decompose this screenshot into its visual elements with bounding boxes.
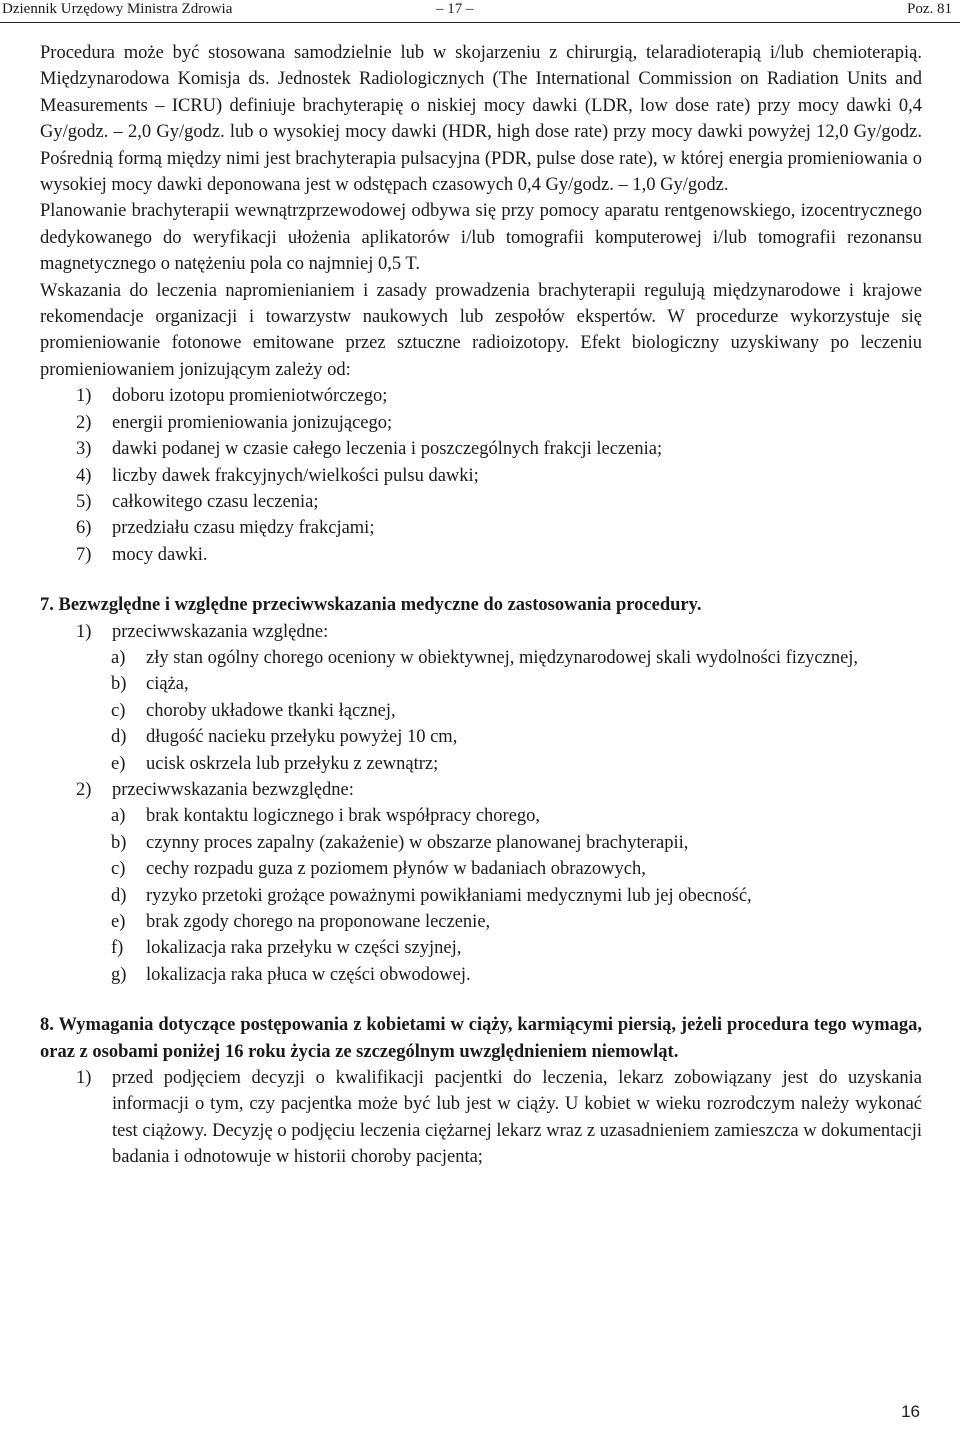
list-item	[40, 856, 922, 882]
list-letter: f)	[111, 938, 124, 959]
journal-title: Dziennik Urzędowy Ministra Zdrowia	[2, 1, 233, 17]
list-letter: a)	[111, 647, 126, 668]
list-item	[40, 410, 922, 436]
relative-contraindications-list	[40, 645, 922, 777]
pregnancy-requirements-list	[40, 1065, 922, 1171]
list-number: 1)	[76, 386, 92, 407]
list-item	[40, 463, 922, 489]
list-number: 3)	[76, 439, 92, 460]
document-body	[40, 40, 922, 1171]
list-text: choroby układowe tkanki łącznej,	[146, 700, 396, 721]
paragraph-procedure-definition: Procedura może być stosowana samodzielnie lub w skojarzeniu z chirurgią, telaradioterapią i/lub chemioterapią. Międzynarodowa Komisja ds. Jednostek Radiologicznych (The International Commission on Radiation Units and Measurements – ICRU) definiuje brachyterapię o niskiej mocy dawki (LDR, low dose rate) przy mocy dawki 0,4 Gy/godz. – 2,0 Gy/godz. lub o wysokiej mocy dawki (HDR, high dose rate) przy mocy dawki powyżej 12,0 Gy/godz. Pośrednią formą między nimi jest brachyterapia pulsacyjna (PDR, pulse dose rate), w której energia promieniowania o wysokiej mocy dawki deponowana jest w odstępach czasowych 0,4 Gy/godz. – 1,0 Gy/godz.	[40, 43, 922, 196]
list-item	[40, 645, 922, 671]
list-item	[40, 383, 922, 409]
section-8-title: 8. Wymagania dotyczące postępowania z kobietami w ciąży, karmiącymi piersią, jeżeli procedura tego wymaga, oraz z osobami poniżej 16 roku życia ze szczególnym uwzględnieniem niemowląt.	[40, 1015, 922, 1062]
list-text: czynny proces zapalny (zakażenie) w obszarze planowanej brachyterapii,	[146, 832, 689, 853]
absolute-contraindications-heading	[40, 777, 922, 803]
list-item	[40, 436, 922, 462]
list-item	[40, 883, 922, 909]
list-text: lokalizacja raka płuca w części obwodowej.	[146, 964, 471, 985]
paragraph-indications: Wskazania do leczenia napromienianiem i zasady prowadzenia brachyterapii regulują międzynarodowe i krajowe rekomendacje organizacji i towarzystw naukowych lub zespołów ekspertów. W procedurze wykorzystuje się promieniowanie fotonowe emitowane przez sztuczne radioizotopy. Efekt biologiczny uzyskiwany po leczeniu promieniowaniem jonizującym zależy od:	[40, 280, 922, 380]
list-item	[40, 1065, 922, 1171]
list-text: ryzyko przetoki grożące poważnymi powikłaniami medycznymi lub jej obecność,	[146, 885, 752, 906]
relative-contraindications-heading	[40, 619, 922, 645]
list-text: przed podjęciem decyzji o kwalifikacji pacjentki do leczenia, lekarz zobowiązany jest do uzyskania informacji o tym, czy pacjentka może być lub jest w ciąży. U kobiet w wieku rozrodczym należy wykonać test ciążowy. Decyzję o podjęciu leczenia ciężarnej lekarz wraz z uzasadnieniem zamieszcza w dokumentacji badania i odnotowuje w historii choroby pacjenta;	[112, 1068, 922, 1168]
paragraph-planning: Planowanie brachyterapii wewnątrzprzewodowej odbywa się przy pomocy aparatu rentgenowskiego, izocentrycznego dedykowanego do weryfikacji ułożenia aplikatorów i/lub tomografii komputerowej i/lub tomografii rezonansu magnetycznego o natężeniu pola co najmniej 0,5 T.	[40, 201, 922, 275]
list-number: 2)	[76, 412, 92, 433]
absolute-contraindications-list	[40, 803, 922, 988]
list-letter: b)	[111, 674, 127, 695]
list-number: 4)	[76, 465, 92, 486]
list-letter: e)	[111, 912, 126, 932]
list-text: przeciwwskazania względne:	[112, 621, 329, 642]
list-text: ciąża,	[146, 674, 189, 695]
header-divider	[0, 22, 960, 23]
list-number: 6)	[76, 518, 92, 539]
section-spacer	[40, 568, 922, 592]
list-letter: e)	[111, 753, 126, 774]
list-item	[40, 724, 922, 750]
list-text: cechy rozpadu guza z poziomem płynów w badaniach obrazowych,	[146, 859, 646, 880]
list-text: przeciwwskazania bezwzględne:	[112, 779, 354, 800]
list-item	[40, 542, 922, 568]
list-letter: b)	[111, 832, 127, 853]
effect-factors-list	[40, 383, 922, 568]
list-number: 7)	[76, 544, 92, 565]
list-number: 1)	[76, 621, 92, 642]
list-letter: a)	[111, 806, 126, 827]
list-item	[40, 803, 922, 829]
list-item	[40, 489, 922, 515]
list-text: całkowitego czasu leczenia;	[112, 491, 319, 512]
list-item	[40, 671, 922, 697]
list-text: mocy dawki.	[112, 544, 208, 565]
position-number: Poz. 81	[907, 1, 952, 17]
list-text: długość nacieku przełyku powyżej 10 cm,	[146, 727, 458, 748]
list-item	[40, 698, 922, 724]
page-header	[0, 0, 960, 22]
list-number: 2)	[76, 779, 92, 800]
list-text: zły stan ogólny chorego oceniony w obiektywnej, międzynarodowej skali wydolności fizycznej,	[146, 647, 859, 668]
list-text: przedziału czasu między frakcjami;	[112, 518, 375, 539]
list-letter: d)	[111, 885, 127, 906]
list-number: 5)	[76, 491, 92, 512]
list-letter: c)	[111, 700, 126, 721]
list-letter: d)	[111, 727, 127, 748]
list-item	[40, 830, 922, 856]
list-item	[40, 935, 922, 961]
header-page-marker: – 17 –	[436, 1, 474, 17]
list-item	[40, 962, 922, 988]
section-7-title: 7. Bezwzględne i względne przeciwwskazania medyczne do zastosowania procedury.	[40, 595, 702, 616]
list-item	[40, 515, 922, 541]
list-number: 1)	[76, 1068, 92, 1089]
list-text: energii promieniowania jonizującego;	[112, 412, 393, 433]
list-item	[40, 909, 922, 935]
list-letter: g)	[111, 964, 127, 985]
page-number: 16	[901, 1402, 920, 1421]
list-text: brak kontaktu logicznego i brak współpracy chorego,	[146, 806, 541, 827]
list-text: dawki podanej w czasie całego leczenia i poszczególnych frakcji leczenia;	[112, 439, 663, 460]
list-item	[40, 751, 922, 777]
section-spacer	[40, 988, 922, 1012]
list-text: ucisk oskrzela lub przełyku z zewnątrz;	[146, 753, 439, 774]
list-text: liczby dawek frakcyjnych/wielkości pulsu dawki;	[112, 465, 479, 486]
list-text: doboru izotopu promieniotwórczego;	[112, 386, 388, 407]
list-text: brak zgody chorego na proponowane leczenie,	[146, 912, 491, 932]
list-letter: c)	[111, 859, 126, 880]
list-text: lokalizacja raka przełyku w części szyjnej,	[146, 938, 462, 959]
